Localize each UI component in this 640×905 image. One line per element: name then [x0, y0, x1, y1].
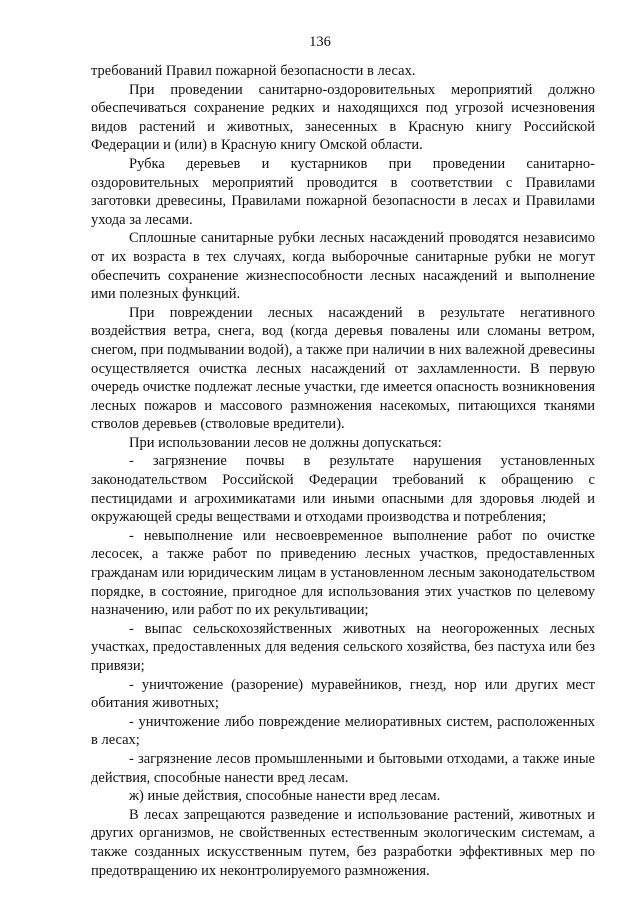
list-item: - уничтожение либо повреждение мелиоративных систем, расположенных в лесах; — [91, 713, 595, 749]
paragraph: При повреждении лесных насаждений в результате негативного воздействия ветра, снега, вод (когда деревья повалены или сломаны ветром, снегом, при подмывании водой), а также при наличии в них валежной древесины осуществляется очистка лесных насаждений от захламленности. В первую очередь очистке подлежат лесные участки, где имеется опасность возникновения лесных пожаров и массового размножения насекомых, питающихся тканями стволов деревьев (стволовые вредители). — [91, 304, 595, 433]
paragraph: Сплошные санитарные рубки лесных насаждений проводятся независимо от их возраста в тех случаях, когда выборочные санитарные рубки не могут обеспечить сохранение жизнеспособности лесных насаждений и выполнение ими полезных функций. — [91, 230, 595, 303]
paragraph: Рубка деревьев и кустарников при проведении санитарно-оздоровительных мероприятий проводится в соответствии с Правилами заготовки древесины, Правилами пожарной безопасности в лесах и Правилами ухода за лесами. — [91, 155, 595, 228]
list-item: ж) иные действия, способные нанести вред лесам. — [129, 788, 441, 805]
list-item: - выпас сельскохозяйственных животных на неогороженных лесных участках, предоставленных для ведения сельского хозяйства, без пастуха или без привязи; — [91, 620, 595, 674]
paragraph: При использовании лесов не должны допускаться: — [129, 434, 442, 451]
list-item: - загрязнение почвы в результате нарушения установленных законодательством Российской Федерации требований к обращению с пестицидами и агрохимикатами или иными опасными для здоровья людей и окружающей среды веществами и отходами производства и потребления; — [91, 453, 595, 526]
paragraph: требований Правил пожарной безопасности в лесах. — [91, 63, 416, 79]
list-item: - загрязнение лесов промышленными и бытовыми отходами, а также иные действия, способные нанести вред лесам. — [91, 750, 595, 786]
list-item: - уничтожение (разорение) муравейников, гнезд, нор или других мест обитания животных; — [91, 676, 595, 712]
paragraph: В лесах запрещаются разведение и использование растений, животных и других организмов, не свойственных естественным экологическим системам, а также созданных искусственным путем, без разработки эффективных мер по предотвращению их неконтролируемого размножения. — [91, 806, 595, 879]
list-item: - невыполнение или несвоевременное выполнение работ по очистке лесосек, а также работ по приведению лесных участков, предоставленных гражданам или юридическим лицам в установленном лесным законодательством порядке, в состояние, пригодное для использования этих участков по целевому назначению, или работ по их рекультивации; — [91, 527, 595, 619]
paragraph: При проведении санитарно-оздоровительных мероприятий должно обеспечиваться сохранение редких и находящихся под угрозой исчезновения видов растений и животных, занесенных в Красную книгу Российской Федерации и (или) в Красную книгу Омской области. — [91, 81, 595, 154]
document-body — [91, 62, 595, 880]
page-number: 136 — [309, 34, 331, 50]
